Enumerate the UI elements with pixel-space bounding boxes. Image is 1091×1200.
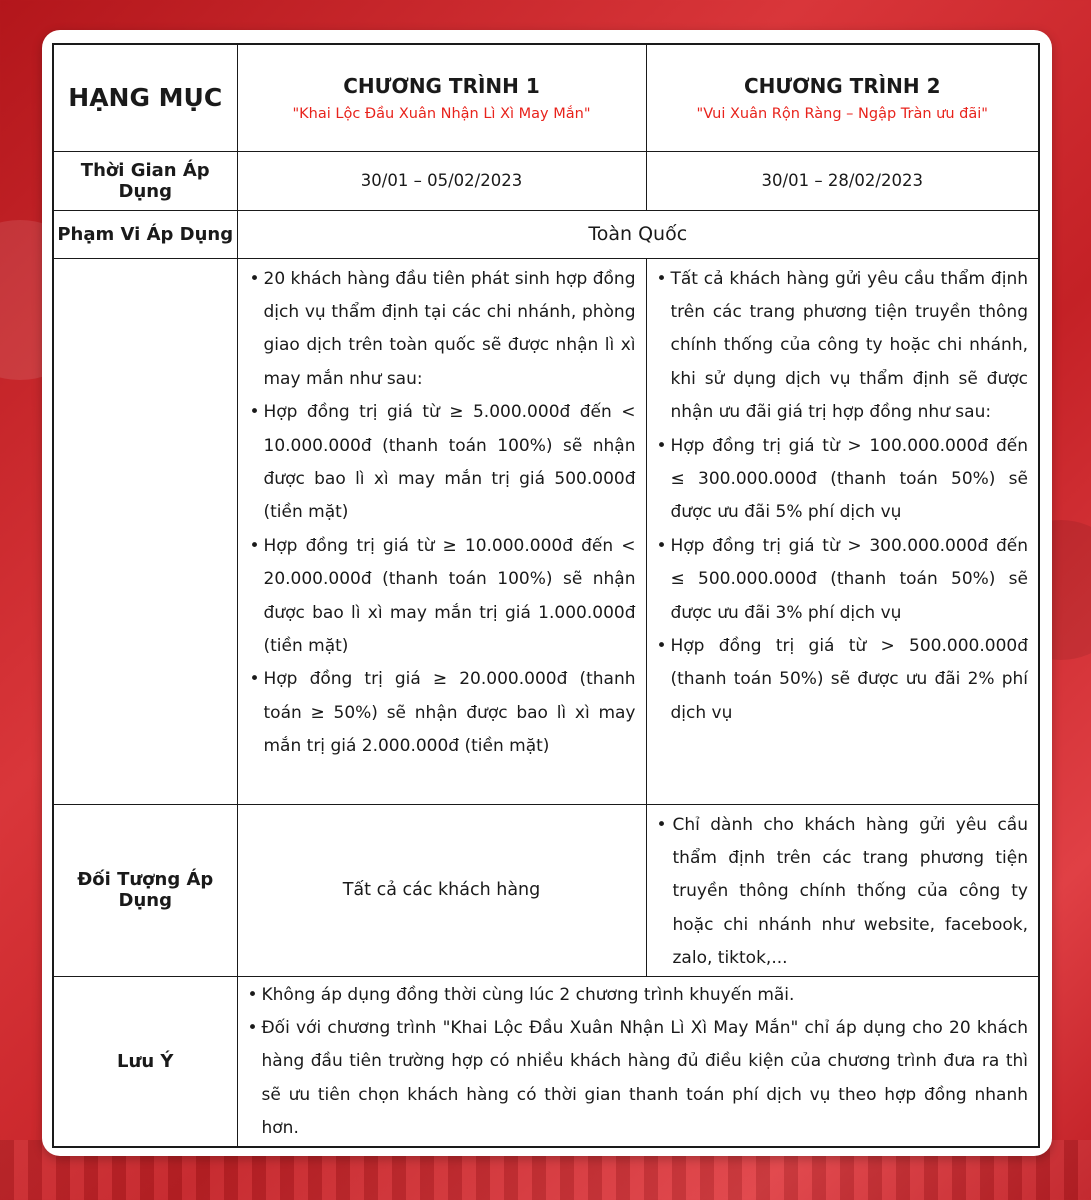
list-item: • Hợp đồng trị giá từ > 300.000.000đ đến ≤ 500.000.000đ (thanh toán 50%) sẽ được ưu đãi 3% phí dịch vụ xyxy=(653,530,1029,630)
list-item: • Hợp đồng trị giá từ ≥ 10.000.000đ đến < 20.000.000đ (thanh toán 100%) sẽ nhận được bao lì xì may mắn trị giá 1.000.000đ (tiền mặt) xyxy=(246,530,636,664)
program2-title: CHƯƠNG TRÌNH 2 xyxy=(743,73,941,98)
program2-details-list xyxy=(653,263,1029,731)
program2-details xyxy=(646,258,1039,804)
audience-row xyxy=(53,804,1039,976)
notes-row xyxy=(53,976,1039,1147)
details-row xyxy=(53,258,1039,804)
notes-content xyxy=(237,976,1039,1147)
program2-time: 30/01 – 28/02/2023 xyxy=(646,151,1039,210)
scope-row xyxy=(53,210,1039,258)
details-label xyxy=(53,258,237,804)
category-heading: HẠNG MỤC xyxy=(53,44,237,151)
list-item: • Đối với chương trình "Khai Lộc Đầu Xuân Nhận Lì Xì May Mắn" chỉ áp dụng cho 20 khách hàng đầu tiên trường hợp có nhiều khách hàng đủ điều kiện của chương trình đưa ra thì sẽ ưu tiên chọn khách hàng có thời gian thanh toán phí dịch vụ theo hợp đồng nhanh hơn. xyxy=(244,1012,1029,1146)
notes-label: Lưu Ý xyxy=(53,976,237,1147)
promotion-card xyxy=(42,30,1052,1156)
program1-details xyxy=(237,258,646,804)
scope-value: Toàn Quốc xyxy=(237,210,1039,258)
program2-header xyxy=(646,44,1039,151)
scope-label: Phạm Vi Áp Dụng xyxy=(53,210,237,258)
list-item: • Hợp đồng trị giá từ > 500.000.000đ (thanh toán 50%) sẽ được ưu đãi 2% phí dịch vụ xyxy=(653,630,1029,730)
list-item: • Chỉ dành cho khách hàng gửi yêu cầu thẩm định trên các trang phương tiện truyền thông chính thống của công ty hoặc chi nhánh như website, facebook, zalo, tiktok,... xyxy=(653,809,1029,976)
promotion-table xyxy=(52,43,1040,1148)
program1-time: 30/01 – 05/02/2023 xyxy=(237,151,646,210)
list-item: • Hợp đồng trị giá từ ≥ 5.000.000đ đến < 10.000.000đ (thanh toán 100%) sẽ nhận được bao lì xì may mắn trị giá 500.000đ (tiền mặt) xyxy=(246,396,636,530)
program1-subtitle: "Khai Lộc Đầu Xuân Nhận Lì Xì May Mắn" xyxy=(292,105,591,122)
program2-subtitle: "Vui Xuân Rộn Ràng – Ngập Tràn ưu đãi" xyxy=(696,105,988,122)
program1-header xyxy=(237,44,646,151)
list-item: • Tất cả khách hàng gửi yêu cầu thẩm định trên các trang phương tiện truyền thông chính thống của công ty hoặc chi nhánh, khi sử dụng dịch vụ thẩm định sẽ được nhận ưu đãi giá trị hợp đồng như sau: xyxy=(653,263,1029,430)
header-row xyxy=(53,44,1039,151)
audience-label: Đối Tượng Áp Dụng xyxy=(53,804,237,976)
time-label: Thời Gian Áp Dụng xyxy=(53,151,237,210)
program1-details-list xyxy=(246,263,636,764)
list-item: • 20 khách hàng đầu tiên phát sinh hợp đồng dịch vụ thẩm định tại các chi nhánh, phòng giao dịch trên toàn quốc sẽ được nhận lì xì may mắn như sau: xyxy=(246,263,636,397)
list-item: • Hợp đồng trị giá ≥ 20.000.000đ (thanh toán ≥ 50%) sẽ nhận được bao lì xì may mắn trị giá 2.000.000đ (tiền mặt) xyxy=(246,663,636,763)
program2-audience-list xyxy=(653,809,1029,976)
list-item: • Không áp dụng đồng thời cùng lúc 2 chương trình khuyến mãi. xyxy=(244,979,1029,1012)
notes-list xyxy=(244,979,1029,1146)
list-item: • Hợp đồng trị giá từ > 100.000.000đ đến ≤ 300.000.000đ (thanh toán 50%) sẽ được ưu đãi 5% phí dịch vụ xyxy=(653,430,1029,530)
time-row xyxy=(53,151,1039,210)
program2-audience xyxy=(646,804,1039,976)
program1-title: CHƯƠNG TRÌNH 1 xyxy=(343,73,540,98)
program1-audience: Tất cả các khách hàng xyxy=(237,804,646,976)
